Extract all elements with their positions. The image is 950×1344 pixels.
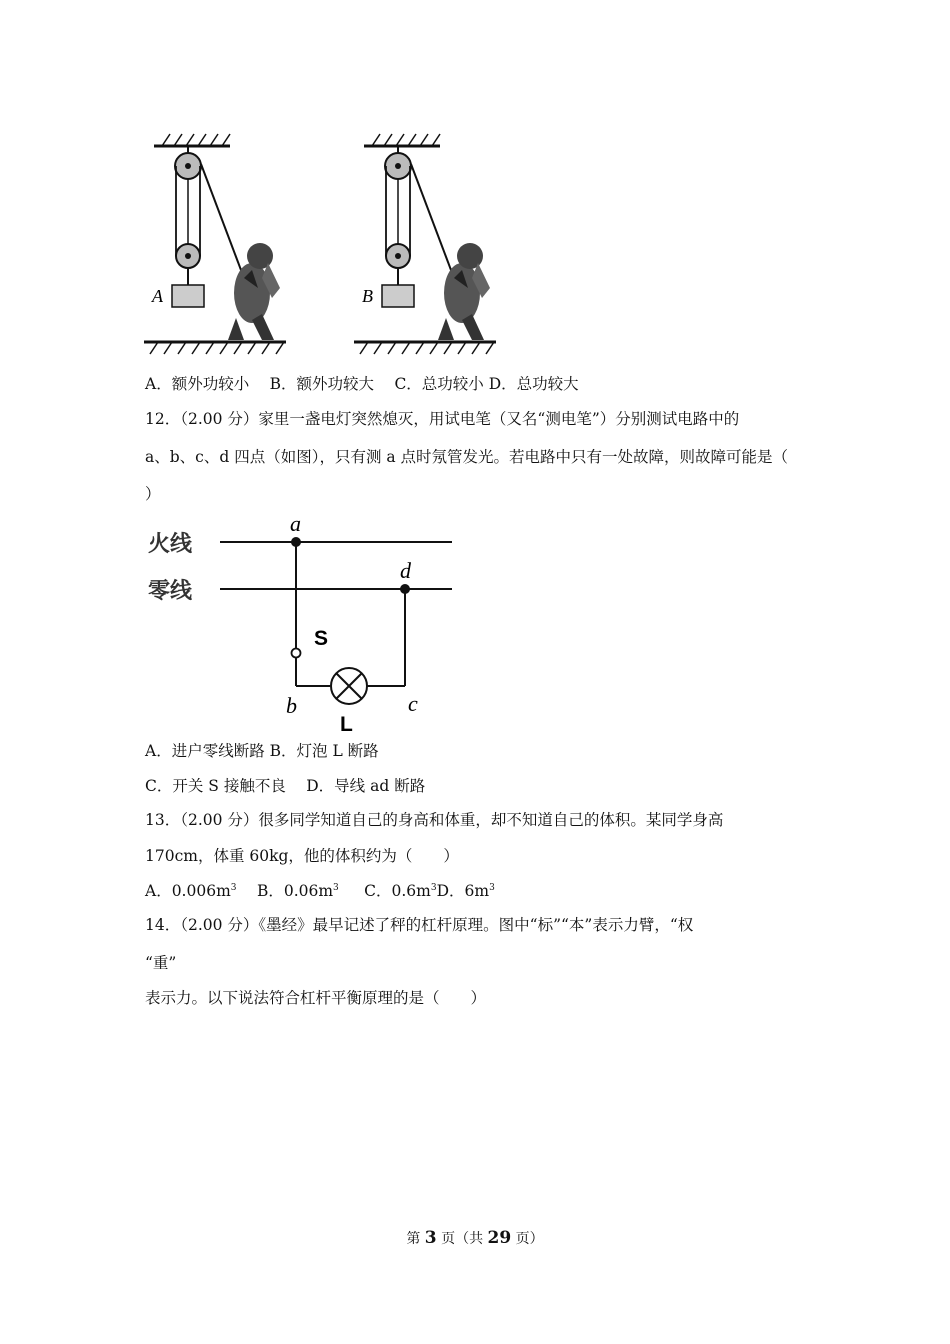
pulley-figure (140, 128, 510, 360)
load-label-b: B (362, 286, 373, 306)
q14-stem-line1: 14．（2.00 分）《墨经》最早记述了秤的杠杆原理。图中“标”“本”表示力臂，“权 (145, 916, 694, 934)
q12-stem-line2: a、b、c、d 四点（如图），只有测 a 点时氖管发光。若电路中只有一处故障，则故障可能是（ (145, 448, 789, 466)
lamp-label: L (340, 713, 353, 735)
point-d-label: d (400, 558, 411, 583)
page-number: 3 (424, 1228, 437, 1248)
point-a-label: a (290, 511, 301, 536)
q13-option-a: A．0.006m (145, 882, 231, 900)
pulley-system-a (144, 134, 286, 354)
q13-option-d: D．6m (436, 882, 490, 900)
page-footer (0, 1228, 950, 1248)
load-label-a: A (152, 286, 163, 306)
unit-exponent: 3 (489, 883, 495, 893)
circuit-diagram-svg (140, 505, 470, 735)
pulley-figure-svg (140, 128, 510, 360)
point-b-label: b (286, 693, 297, 718)
switch-label: S (314, 627, 329, 650)
circuit-diagram (140, 505, 470, 735)
pulley-system-b (354, 134, 496, 354)
q13-stem-line1: 13．（2.00 分）很多同学知道自己的身高和体重，却不知道自己的体积。某同学身高 (145, 811, 724, 829)
footer-prefix: 第 (406, 1231, 425, 1247)
q12-options-row2: C．开关 S 接触不良 D．导线 ad 断路 (145, 777, 426, 795)
neutral-wire-label: 零线 (148, 579, 193, 604)
q12-stem-line3: ） (145, 485, 161, 503)
q13-stem-line2: 170cm，体重 60kg，他的体积约为（ ） (145, 847, 459, 865)
q11-options: A．额外功较小 B．额外功较大 C．总功较小 D．总功较大 (145, 375, 579, 393)
footer-middle: 页（共 (436, 1231, 488, 1247)
q12-stem-line1: 12．（2.00 分）家里一盏电灯突然熄灭，用试电笔（又名“测电笔”）分别测试电路中的 (145, 410, 740, 428)
q14-stem-line2: “重” (145, 954, 177, 972)
q13-option-c: C．0.6m (343, 882, 431, 900)
switch-contact (292, 649, 301, 658)
footer-suffix: 页） (511, 1231, 544, 1247)
live-wire-label: 火线 (148, 532, 193, 557)
q13-option-b: B．0.06m (241, 882, 334, 900)
q14-stem-line3: 表示力。以下说法符合杠杆平衡原理的是（ ） (145, 989, 487, 1007)
unit-exponent: 3 (333, 883, 339, 893)
unit-exponent: 3 (430, 883, 437, 893)
q13-options (145, 881, 495, 901)
unit-exponent: 3 (230, 883, 237, 893)
point-c-label: c (408, 691, 418, 716)
q12-options-row1: A．进户零线断路 B．灯泡 L 断路 (145, 742, 379, 760)
total-pages: 29 (487, 1228, 512, 1248)
